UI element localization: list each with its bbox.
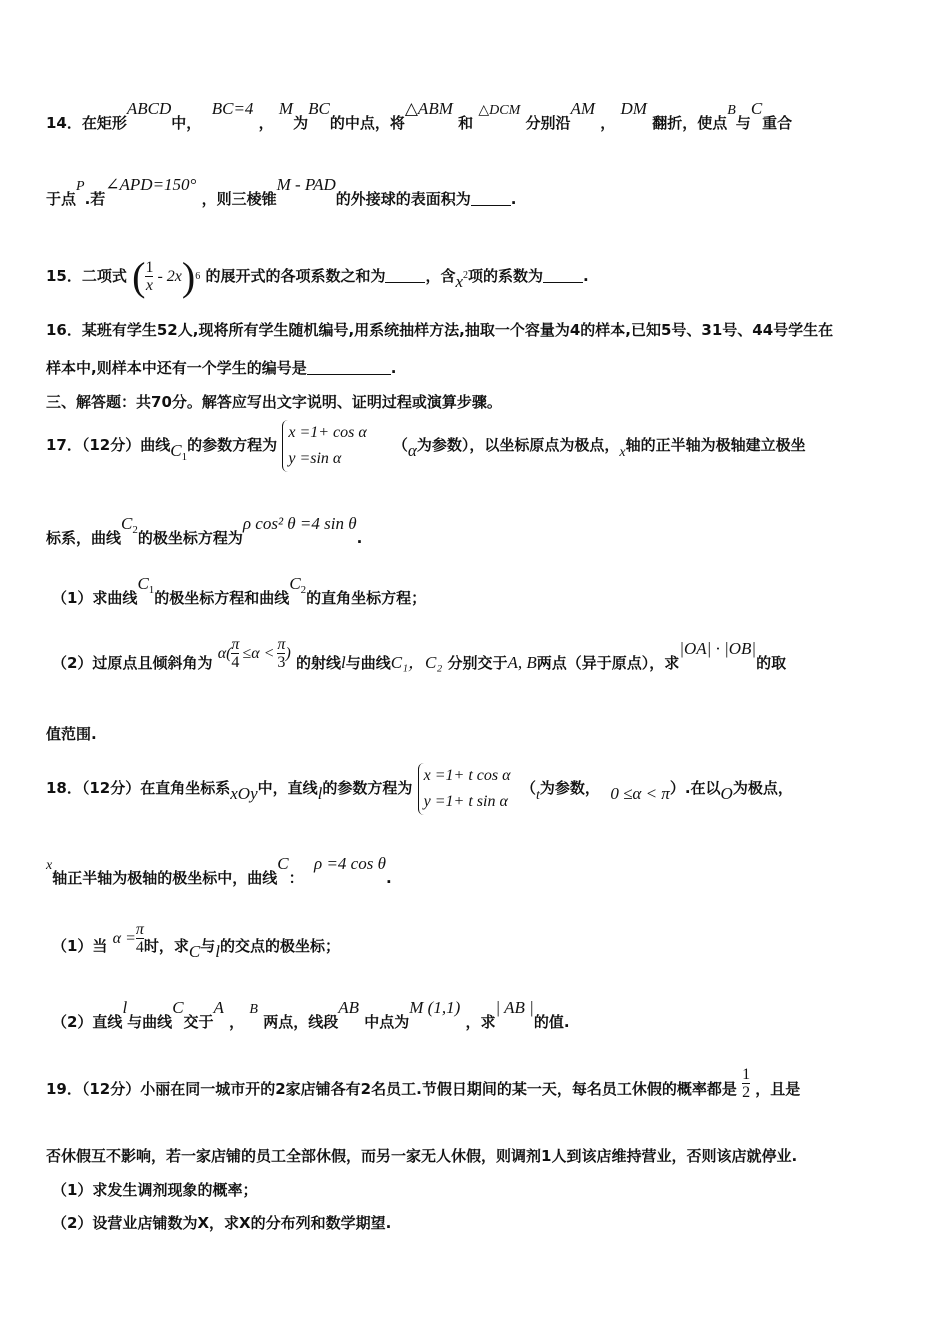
math-abcd: ABCD — [126, 99, 172, 118]
math-abm: △ABM — [404, 99, 453, 118]
q18-part-1: （1）当 α = $\frac{\pi}{4}$ 时，求C与l的交点的极坐标； — [52, 922, 340, 971]
q18-line-2: x轴正半轴为极轴的极坐标中，曲线C： ρ =4 cos θ. — [46, 854, 392, 887]
answer-blank — [385, 268, 425, 283]
math-angle-range: α( $\frac{\pi}{4}$ ≤α < $\frac{\pi}{3}$ ) — [217, 636, 291, 671]
binomial-expression: ( $\frac{1}{x}$ - 2x ) 6 — [132, 253, 201, 299]
parametric-system-c1: x =1+ cos α y =sin α — [282, 420, 366, 472]
q19-line-1: 19．（12分）小丽在同一城市开的2家店铺各有2名员工.节假日期间的某一天，每名员工休假的概率都是 $\frac{1}{2}$ ，且是 — [46, 1066, 801, 1101]
q16-line-1: 16．某班有学生52人,现将所有学生随机编号,用系统抽样方法,抽取一个容量为4的样本,已知5号、31号、44号学生在 — [46, 321, 834, 339]
math-dcm: △DCM — [478, 103, 521, 118]
math-mpad: M - PAD — [276, 175, 336, 194]
q15-line: 15．二项式 ( $\frac{1}{x}$ - 2x ) 6 的展开式的各项系数之和为 ，含$x^2$项的系数为 . — [46, 247, 589, 300]
math-bc4: BC=4 — [211, 99, 254, 118]
math-p: P — [76, 179, 85, 194]
math-xoy: xOy — [230, 784, 258, 803]
math-oa-ob: |OA| · |OB| — [679, 639, 757, 658]
q18-part-2: （2）直线l与曲线C交于A ， B 两点，线段AB 中点为M (1,1) ，求| AB |的值. — [52, 998, 570, 1031]
q18-line-1: 18．（12分）在直角坐标系xOy中，直线l的参数方程为 x =1+ t cos α y =1+ t sin α （t为参数， 0 ≤α < π）.在以O为极点， — [46, 756, 793, 822]
math-am: AM — [570, 99, 596, 118]
math-alpha-pi-4: α = $\frac{\pi}{4}$ — [112, 921, 144, 956]
q19-part-2: （2）设营业店铺数为X，求X的分布列和数学期望. — [52, 1214, 392, 1232]
math-dm: DM — [620, 99, 647, 118]
math-polar-eq: ρ cos² θ =4 sin θ — [242, 514, 357, 533]
math-c2: $C_2$ — [121, 514, 138, 536]
fraction-one-half: $\frac{1}{2}$ — [742, 1066, 751, 1101]
q17-part-2: （2）过原点且倾斜角为 α( $\frac{\pi}{4}$ ≤α < $\frac{\pi}{3}$ ) 的射线l与曲线C₁，C₂ 分别交于A, B两点（异于原点），求|OA| · |OB|的取 — [52, 638, 786, 689]
parametric-system-l: x =1+ t cos α y =1+ t sin α — [418, 763, 511, 815]
section-heading: 三、解答题：共70分。解答应写出文字说明、证明过程或演算步骤。 — [46, 393, 502, 411]
math-m11: M (1,1) — [409, 998, 461, 1017]
math-m: M — [278, 99, 294, 118]
math-alpha-range: 0 ≤α < π — [610, 784, 670, 803]
q17-part-1: （1）求曲线$C_1$的极坐标方程和曲线$C_2$的直角坐标方程； — [52, 574, 427, 607]
q17-part-2-line-2: 值范围. — [46, 725, 97, 743]
answer-blank — [471, 191, 511, 206]
fraction-1-over-x: $\frac{1}{x}$ — [145, 259, 154, 294]
answer-blank — [307, 360, 391, 375]
math-apd: ∠APD=150° — [105, 175, 197, 194]
math-c: C — [750, 99, 763, 118]
q19-part-1: （1）求发生调剂现象的概率； — [52, 1181, 258, 1199]
math-b: B — [727, 103, 736, 118]
q16-line-2: 样本中,则样本中还有一个学生的编号是 . — [46, 359, 397, 377]
q17-line-2: 标系，曲线$C_2$的极坐标方程为ρ cos² θ =4 sin θ. — [46, 514, 363, 547]
math-c1: $C_1$ — [170, 441, 188, 463]
math-rho-eq: ρ =4 cos θ — [314, 854, 386, 873]
q14-line-1: 14．在矩形ABCD中， BC=4 ， M为BC的中点，将△ABM 和 △DCM 分别沿AM ， DM 翻折，使点B与C重合 — [46, 99, 793, 132]
q14-line-2: 于点P.若∠APD=150° ，则三棱锥M - PAD的外接球的表面积为 . — [46, 175, 517, 208]
q17-line-1: 17．（12分）曲线$C_1$的参数方程为 x =1+ cos α y =sin α （α为参数），以坐标原点为极点，x轴的正半轴为极轴建立极坐 — [46, 417, 806, 479]
q19-line-2: 否休假互不影响，若一家店铺的员工全部休假，而另一家无人休假，则调剂1人到该店维持营业，否则该店就停业. — [46, 1147, 798, 1165]
answer-blank — [543, 268, 583, 283]
math-x-squared: $x^2$ — [455, 270, 469, 291]
math-abs-ab: | AB | — [495, 998, 534, 1017]
math-bc: BC — [308, 99, 330, 118]
